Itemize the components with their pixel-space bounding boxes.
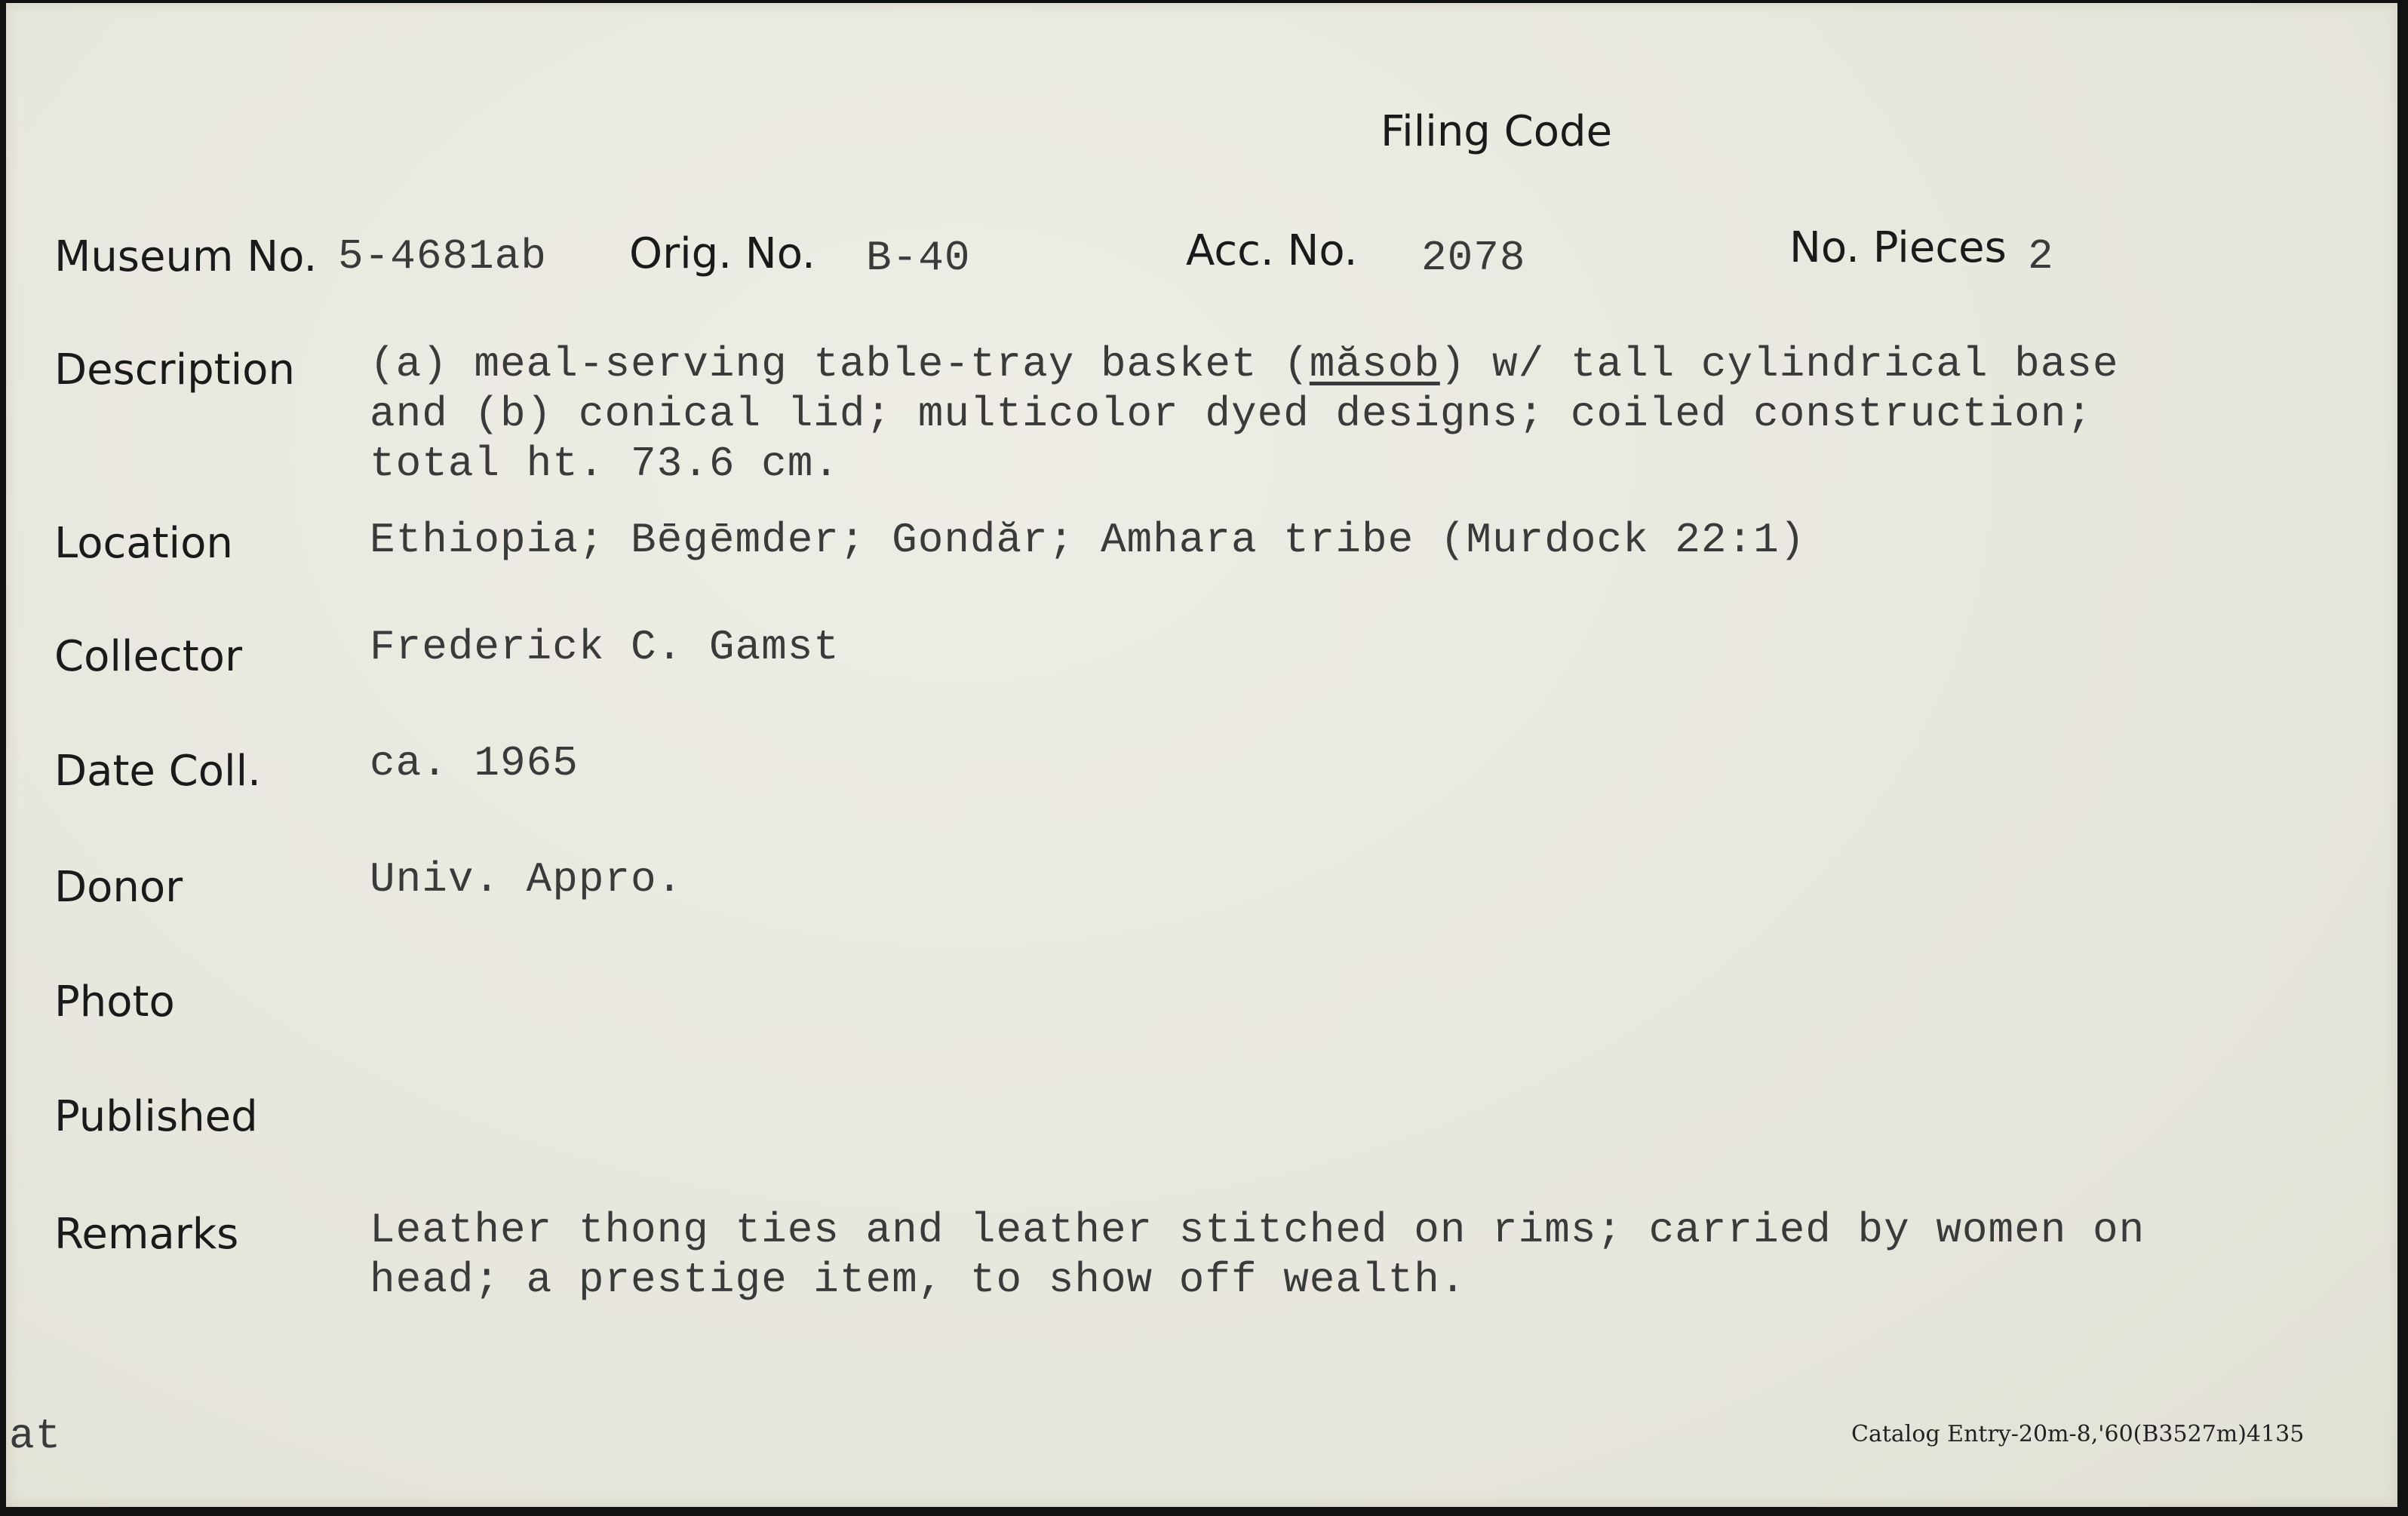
description-value — [370, 339, 2119, 489]
museum-no-value: 5-4681ab — [338, 232, 547, 281]
description-term: măsob — [1309, 340, 1440, 388]
orig-no-value: B-40 — [866, 234, 971, 282]
published-label: Published — [54, 1092, 258, 1141]
date-coll-label: Date Coll. — [54, 747, 261, 796]
description-line-1: (a) meal-serving table-tray basket (măsob) w/ tall cylindrical base — [370, 340, 2119, 388]
acc-no-value: 2078 — [1421, 234, 1526, 282]
orig-no-label: Orig. No. — [629, 229, 815, 278]
collector-value: Frederick C. Gamst — [370, 623, 840, 671]
initials: at — [9, 1412, 62, 1460]
museum-no-label: Museum No. — [54, 232, 318, 281]
filing-code-label: Filing Code — [1381, 107, 1613, 156]
catalog-card — [6, 3, 2397, 1507]
no-pieces-value: 2 — [2028, 232, 2054, 281]
remarks-label: Remarks — [54, 1210, 239, 1259]
location-value: Ethiopia; Bēgēmder; Gondăr; Amhara tribe (Murdock 22:1) — [370, 516, 1806, 564]
location-label: Location — [54, 519, 233, 568]
date-coll-value: ca. 1965 — [370, 739, 579, 787]
description-line-2: and (b) conical lid; multicolor dyed designs; coiled construction; — [370, 390, 2093, 438]
remarks-value — [370, 1205, 2145, 1305]
remarks-line-1: Leather thong ties and leather stitched on rims; carried by women on — [370, 1206, 2145, 1254]
description-line-3: total ht. 73.6 cm. — [370, 440, 840, 488]
donor-value: Univ. Appro. — [370, 855, 683, 904]
catalog-entry-imprint: Catalog Entry-20m-8,'60(B3527m)4135 — [1851, 1421, 2305, 1447]
photo-label: Photo — [54, 977, 175, 1027]
donor-label: Donor — [54, 863, 183, 912]
no-pieces-label: No. Pieces — [1789, 223, 2007, 272]
remarks-line-2: head; a prestige item, to show off wealth. — [370, 1256, 1467, 1304]
description-label: Description — [54, 345, 295, 394]
collector-label: Collector — [54, 632, 242, 681]
acc-no-label: Acc. No. — [1186, 226, 1358, 275]
